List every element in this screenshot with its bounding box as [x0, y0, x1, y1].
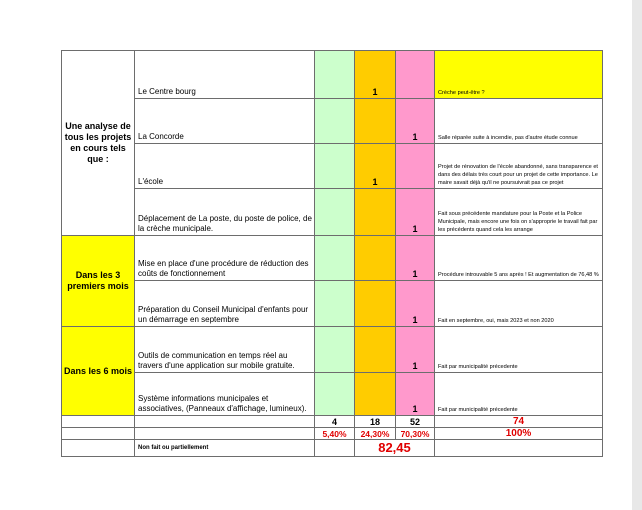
pink-cell: 1 — [396, 327, 435, 373]
comment-total: 74 — [435, 416, 603, 428]
comment-cell: Procédure introuvable 5 ans après ! Et augmentation de 76,48 % — [435, 236, 603, 281]
orange-cell — [355, 327, 396, 373]
orange-cell — [355, 99, 396, 144]
comment-cell: Fait par municipalité précedente — [435, 373, 603, 416]
pink-total: 52 — [396, 416, 435, 428]
item-label: L'école — [135, 144, 315, 189]
green-cell — [315, 281, 355, 327]
comment-cell: Crèche peut-être ? — [435, 51, 603, 99]
green-percent: 5,40% — [315, 428, 355, 440]
pink-cell: 1 — [396, 281, 435, 327]
percent-row — [62, 428, 603, 440]
pink-cell: 1 — [396, 236, 435, 281]
table-row — [62, 327, 603, 373]
green-cell — [315, 144, 355, 189]
item-label: Système informations municipales et associatives, (Panneaux d'affichage, lumineux). — [135, 373, 315, 416]
item-label: Le Centre bourg — [135, 51, 315, 99]
comment-cell: Fait en septembre, oui, mais 2023 et non 2020 — [435, 281, 603, 327]
table-row — [62, 281, 603, 327]
pink-percent: 70,30% — [396, 428, 435, 440]
pink-cell: 1 — [396, 373, 435, 416]
green-cell — [315, 189, 355, 236]
orange-cell — [355, 281, 396, 327]
item-label: La Concorde — [135, 99, 315, 144]
totals-row — [62, 416, 603, 428]
table-row — [62, 144, 603, 189]
green-cell — [315, 373, 355, 416]
category-cell: Dans les 3 premiers mois — [62, 236, 135, 327]
comment-cell: Fait par municipalité précedente — [435, 327, 603, 373]
green-cell — [315, 99, 355, 144]
item-label: Déplacement de La poste, du poste de police, de la crèche municipale. — [135, 189, 315, 236]
orange-cell — [355, 373, 396, 416]
footer-row — [62, 440, 603, 457]
green-cell — [315, 51, 355, 99]
item-label: Mise en place d'une procédure de réduction des coûts de fonctionnement — [135, 236, 315, 281]
item-label: Préparation du Conseil Municipal d'enfants pour un démarrage en septembre — [135, 281, 315, 327]
orange-total: 18 — [355, 416, 396, 428]
comment-percent: 100% — [435, 428, 603, 440]
item-label: Outils de communication en temps réel au travers d'une application sur mobile gratuite. — [135, 327, 315, 373]
pink-cell: 1 — [396, 99, 435, 144]
green-cell — [315, 236, 355, 281]
table-row — [62, 189, 603, 236]
orange-cell: 1 — [355, 144, 396, 189]
pink-cell — [396, 51, 435, 99]
comment-cell: Salle réparée suite à incendie, pas d'autre étude connue — [435, 99, 603, 144]
table-row — [62, 236, 603, 281]
category-cell: Dans les 6 mois — [62, 327, 135, 416]
evaluation-table — [61, 50, 603, 457]
comment-cell: Fait sous précédente mandature pour la Poste et la Police Municipale, mais encore une fois on s'approprie le travail fait par les précédents quand cela les arrange — [435, 189, 603, 236]
green-total: 4 — [315, 416, 355, 428]
table-row — [62, 51, 603, 99]
orange-percent: 24,30% — [355, 428, 396, 440]
pink-cell — [396, 144, 435, 189]
score-value: 82,45 — [355, 440, 435, 457]
footer-label: Non fait ou partiellement — [135, 440, 315, 457]
green-cell — [315, 327, 355, 373]
pink-cell: 1 — [396, 189, 435, 236]
category-cell: Une analyse de tous les projets en cours tels que : — [62, 51, 135, 236]
orange-cell: 1 — [355, 51, 396, 99]
orange-cell — [355, 189, 396, 236]
window-edge — [632, 0, 642, 510]
table-row — [62, 373, 603, 416]
orange-cell — [355, 236, 396, 281]
comment-cell: Projet de rénovation de l'école abandonné, sans transparence et dans des délais très court pour un projet de cette importance. Le maire savait déjà qu'il ne poursuivrait pas ce projet — [435, 144, 603, 189]
table-row — [62, 99, 603, 144]
